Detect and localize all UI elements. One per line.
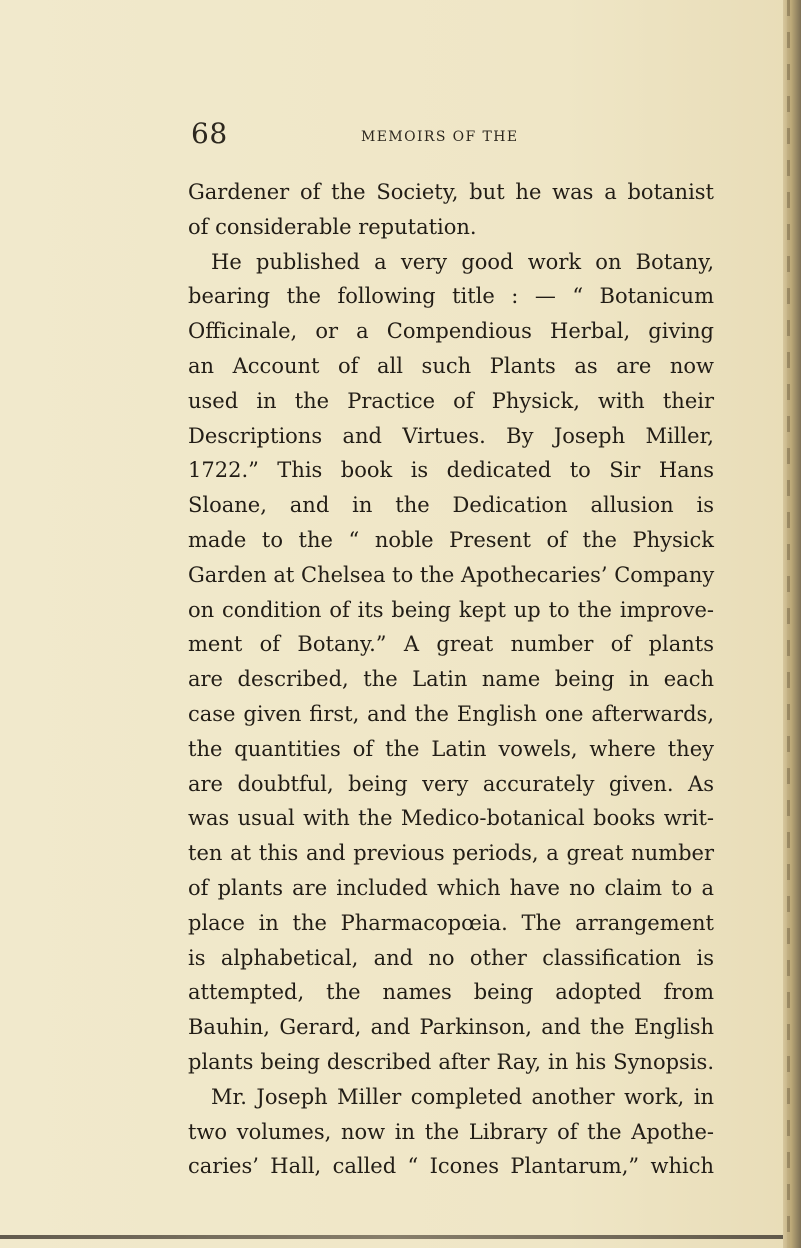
text-line: ten at this and previous periods, a great number (188, 841, 714, 866)
bottom-page-rule (0, 1235, 783, 1239)
text-line: Descriptions and Virtues. By Joseph Miller, (188, 423, 714, 448)
body-text (188, 175, 714, 1184)
text-line: attempted, the names being adopted from (188, 980, 714, 1005)
page-header (0, 118, 801, 158)
text-line: on condition of its being kept up to the improve- (188, 597, 714, 622)
text-line: 1722.” This book is dedicated to Sir Hans (188, 458, 714, 483)
text-line: case given first, and the English one afterwards, (188, 701, 714, 726)
page-number: 68 (191, 117, 228, 150)
text-line: bearing the following title : — “ Botanicum (188, 284, 714, 309)
text-line: the quantities of the Latin vowels, where they (188, 736, 714, 761)
text-line: ment of Botany.” A great number of plants (188, 632, 714, 657)
text-line: Garden at Chelsea to the Apothecaries’ Company (188, 562, 715, 587)
text-line: made to the “ noble Present of the Physick (188, 527, 714, 552)
page-edge-shadow (783, 0, 801, 1248)
text-line: of plants are included which have no claim to a (188, 875, 714, 900)
text-line: plants being described after Ray, in his Synopsis. (188, 1049, 714, 1074)
text-line: caries’ Hall, called “ Icones Plantarum,” which (188, 1154, 714, 1179)
text-line: Mr. Joseph Miller completed another work, in (211, 1084, 714, 1109)
text-line: Officinale, or a Compendious Herbal, giving (188, 319, 714, 344)
running-head: MEMOIRS OF THE (361, 129, 519, 145)
text-line: are described, the Latin name being in each (188, 667, 714, 692)
text-line: Gardener of the Society, but he was a botanist (188, 180, 714, 204)
text-line: Bauhin, Gerard, and Parkinson, and the English (188, 1015, 714, 1040)
text-line: is alphabetical, and no other classification is (188, 945, 714, 970)
text-line: was usual with the Medico-botanical books writ- (188, 806, 714, 831)
text-line: He published a very good work on Botany, (211, 249, 714, 274)
text-line: place in the Pharmacopœia. The arrangement (188, 910, 714, 935)
text-line: an Account of all such Plants as are now (188, 353, 714, 378)
text-line: used in the Practice of Physick, with their (188, 388, 714, 413)
text-line: of considerable reputation. (188, 214, 477, 239)
text-line: Sloane, and in the Dedication allusion is (188, 493, 714, 518)
text-line: two volumes, now in the Library of the Apothe- (188, 1119, 714, 1144)
text-line: are doubtful, being very accurately given. As (188, 771, 714, 796)
